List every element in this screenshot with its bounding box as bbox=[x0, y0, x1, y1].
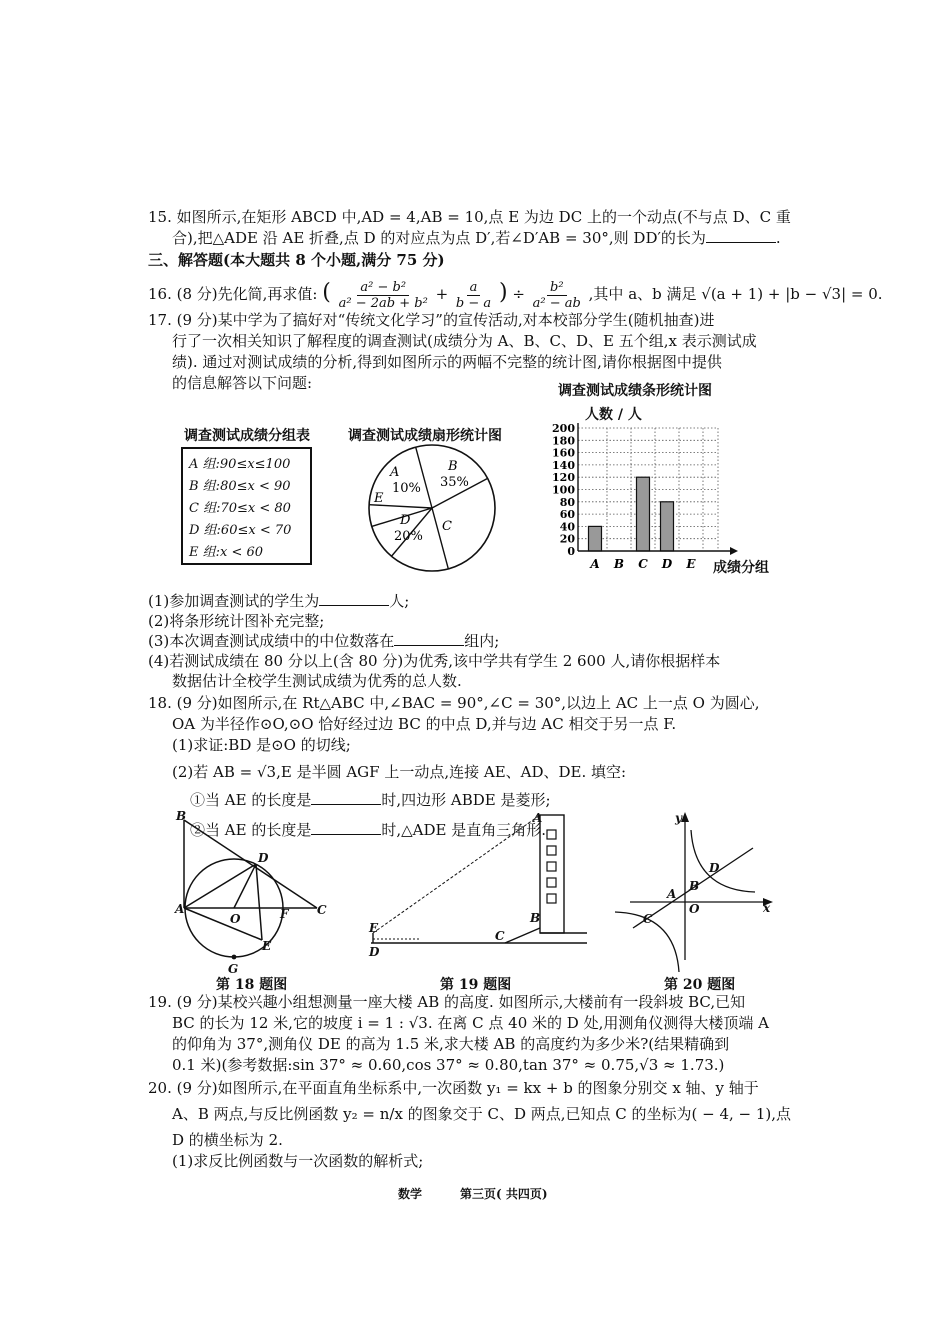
figure-20 bbox=[625, 810, 775, 970]
bar-tick-label: 120 bbox=[552, 471, 575, 485]
bar-title: 调查测试成绩条形统计图 bbox=[558, 383, 712, 399]
bar-A bbox=[589, 526, 602, 551]
q19-line1: 19. (9 分)某校兴趣小组想测量一座大楼 AB 的高度. 如图所示,大楼前有一段斜坡 BC,已知 bbox=[148, 993, 746, 1011]
bar-category-label: B bbox=[613, 557, 625, 571]
q17-part4: (4)若测试成绩在 80 分以上(含 80 分)为优秀,该中学共有学生 2 600 人,请你根据样本 bbox=[148, 652, 721, 670]
q17-line4: 的信息解答以下问题: bbox=[172, 374, 313, 392]
footer-subject: 数学 bbox=[398, 1187, 423, 1201]
svg-text:F: F bbox=[280, 907, 289, 921]
svg-text:A: A bbox=[175, 902, 185, 916]
svg-text:B: B bbox=[530, 911, 541, 925]
figure-18 bbox=[172, 809, 342, 976]
svg-text:G: G bbox=[228, 962, 239, 976]
q17-line3: 绩). 通过对测试成绩的分析,得到如图所示的两幅不完整的统计图,请你根据图中提供 bbox=[172, 353, 722, 371]
bar-tick-label: 40 bbox=[559, 520, 575, 534]
bar-tick-label: 100 bbox=[552, 483, 575, 497]
svg-text:D: D bbox=[709, 861, 720, 875]
answer-blank bbox=[319, 591, 389, 606]
svg-text:B: B bbox=[176, 809, 187, 823]
q17-line2: 行了一次相关知识了解程度的调查测试(成绩分为 A、B、C、D、E 五个组,x 表示测试成 bbox=[172, 332, 757, 350]
q19-line4: 0.1 米)(参考数据:sin 37° ≈ 0.60,cos 37° ≈ 0.80,tan 37° ≈ 0.75,√3 ≈ 1.73.) bbox=[172, 1056, 725, 1074]
pie-slice-label: A bbox=[390, 465, 400, 480]
svg-text:O: O bbox=[689, 902, 700, 916]
bar-xlabel: 成绩分组 bbox=[713, 560, 769, 576]
bar-tick-label: 60 bbox=[559, 508, 575, 522]
svg-text:E: E bbox=[369, 921, 379, 935]
q17-part4-cont: 数据估计全校学生测试成绩为优秀的总人数. bbox=[172, 672, 462, 690]
table-row: B 组:80≤x < 90 bbox=[189, 479, 291, 494]
q20-line1: 20. (9 分)如图所示,在平面直角坐标系中,一次函数 y₁ = kx + b 的图象分别交 x 轴、y 轴于 bbox=[148, 1079, 759, 1097]
svg-text:O: O bbox=[230, 912, 241, 926]
table-row: A 组:90≤x≤100 bbox=[189, 457, 291, 472]
bar-x-arrow bbox=[730, 547, 738, 555]
q17-part3: (3)本次调查测试成绩中的中位数落在 组内; bbox=[148, 632, 500, 650]
q15-line2: 合),把△ADE 沿 AE 折叠,点 D 的对应点为点 D′,若∠D′AB = 30°,则 DD′的长为 . bbox=[172, 229, 781, 247]
q20-line4: (1)求反比例函数与一次函数的解析式; bbox=[172, 1152, 424, 1170]
caption-20: 第 20 题图 bbox=[664, 977, 736, 993]
q20-line3: D 的横坐标为 2. bbox=[172, 1131, 283, 1149]
footer-page: 第三页( 共四页) bbox=[460, 1187, 548, 1201]
q19-line3: 的仰角为 37°,测角仪 DE 的高为 1.5 米,求大楼 AB 的高度约为多少米?(结果精确到 bbox=[172, 1035, 730, 1053]
q15-line1: 15. 如图所示,在矩形 ABCD 中,AD = 4,AB = 10,点 E 为边 DC 上的一个动点(不与点 D、C 重 bbox=[148, 208, 791, 226]
answer-blank bbox=[311, 790, 381, 805]
answer-blank bbox=[706, 228, 776, 243]
q18-sub3: ①当 AE 的长度是 时,四边形 ABDE 是菱形; bbox=[190, 791, 551, 809]
bar-D bbox=[661, 502, 674, 551]
pie-slice-label: C bbox=[442, 519, 452, 534]
svg-text:A: A bbox=[667, 887, 677, 901]
svg-text:C: C bbox=[643, 912, 653, 926]
table-row: E 组:x < 60 bbox=[189, 545, 264, 560]
bar-tick-label: 0 bbox=[567, 545, 575, 558]
bar-chart bbox=[540, 418, 740, 578]
q18-sub2: (2)若 AB = √3,E 是半圆 AGF 上一动点,连接 AE、AD、DE. 填空: bbox=[172, 763, 627, 781]
bar-tick-label: 200 bbox=[552, 422, 575, 435]
table-row: C 组:70≤x < 80 bbox=[189, 501, 291, 516]
svg-text:C: C bbox=[317, 903, 327, 917]
bar-category-label: D bbox=[661, 557, 673, 571]
figure-19 bbox=[365, 810, 595, 965]
pie-slice-value: 10% bbox=[392, 481, 421, 496]
bar-tick-label: 20 bbox=[559, 532, 575, 546]
pie-title: 调查测试成绩扇形统计图 bbox=[348, 428, 502, 444]
bar-C bbox=[637, 477, 650, 551]
bar-category-label: A bbox=[590, 557, 600, 571]
bar-category-label: E bbox=[686, 557, 696, 571]
q18-line2: OA 为半径作⊙O,⊙O 恰好经过边 BC 的中点 D,并与边 AC 相交于另一点 F. bbox=[172, 715, 677, 733]
caption-18: 第 18 题图 bbox=[216, 977, 288, 993]
bar-tick-label: 80 bbox=[559, 495, 575, 509]
q20-line2: A、B 两点,与反比例函数 y₂ = n/x 的图象交于 C、D 两点,已知点 C 的坐标为( − 4, − 1),点 bbox=[172, 1105, 792, 1123]
bar-tick-label: 180 bbox=[552, 434, 575, 448]
q18-sub4: ②当 AE 的长度是 时,△ADE 是直角三角形. bbox=[190, 821, 546, 839]
svg-text:B: B bbox=[689, 879, 700, 893]
pie-slice-label: D bbox=[400, 513, 411, 528]
svg-text:C: C bbox=[495, 929, 505, 943]
table-row: D 组:60≤x < 70 bbox=[189, 523, 292, 538]
svg-text:y: y bbox=[675, 811, 682, 825]
pie-slice-value: 20% bbox=[394, 529, 423, 544]
pie-slice-label: E bbox=[374, 491, 384, 506]
group-table bbox=[181, 447, 312, 565]
q18-sub1: (1)求证:BD 是⊙O 的切线; bbox=[172, 736, 351, 754]
q17-part1: (1)参加调查测试的学生为 人; bbox=[148, 592, 410, 610]
svg-text:A: A bbox=[533, 811, 543, 825]
q16-line: 16. (8 分)先化简,再求值: ( $\frac{\text{a² − b²}}{\text{a² − 2ab + b²}}$ + $\frac{a}{b - a}$ ) ÷ $\frac{\text{b²}}{\text{a² − ab}}$ ,其中 a、b 满足 √(a + 1) + |b − √3| = 0. bbox=[148, 279, 883, 311]
svg-text:E: E bbox=[262, 939, 272, 953]
answer-blank bbox=[394, 631, 464, 646]
section-heading: 三、解答题(本大题共 8 个小题,满分 75 分) bbox=[148, 251, 445, 269]
q17-part2: (2)将条形统计图补充完整; bbox=[148, 612, 325, 630]
table-title: 调查测试成绩分组表 bbox=[184, 428, 310, 444]
bar-category-label: C bbox=[638, 557, 648, 571]
svg-text:D: D bbox=[258, 851, 269, 865]
pie-slice-label: B bbox=[448, 459, 458, 474]
svg-text:x: x bbox=[763, 901, 771, 915]
pie-slice-value: 35% bbox=[440, 475, 469, 490]
q17-line1: 17. (9 分)某中学为了搞好对“传统文化学习”的宣传活动,对本校部分学生(随机抽查)进 bbox=[148, 311, 715, 329]
q19-line2: BC 的长为 12 米,它的坡度 i = 1 : √3. 在离 C 点 40 米的 D 处,用测角仪测得大楼顶端 A bbox=[172, 1014, 769, 1032]
pie-chart bbox=[366, 442, 500, 576]
caption-19: 第 19 题图 bbox=[440, 977, 512, 993]
bar-tick-label: 140 bbox=[552, 458, 575, 472]
bar-ylabel: 人数 / 人 bbox=[585, 407, 642, 423]
svg-text:D: D bbox=[369, 945, 380, 959]
q18-line1: 18. (9 分)如图所示,在 Rt△ABC 中,∠BAC = 90°,∠C = 30°,以边上 AC 上一点 O 为圆心, bbox=[148, 694, 760, 712]
bar-tick-label: 160 bbox=[552, 446, 575, 460]
